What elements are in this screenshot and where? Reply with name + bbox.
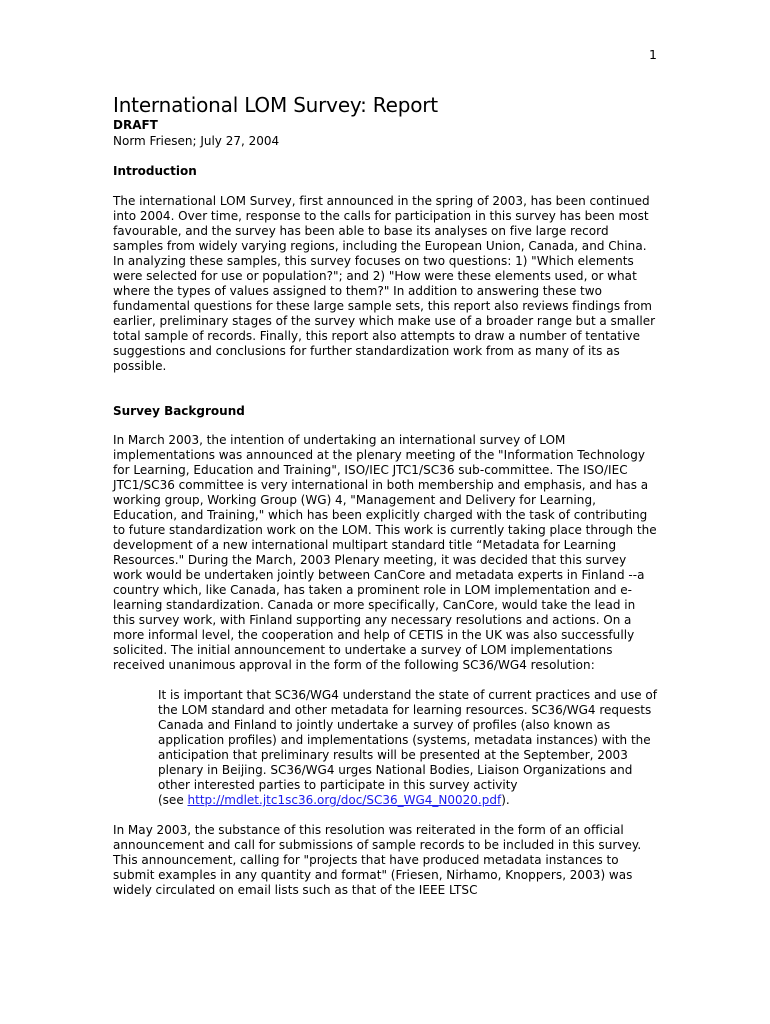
resolution-document-link[interactable]: http://mdlet.jtc1sc36.org/doc/SC36_WG4_N0020.pdf [187, 793, 502, 807]
draft-label: DRAFT [113, 118, 158, 132]
quote-ref-prefix: (see [158, 793, 188, 807]
resolution-quote [158, 688, 658, 808]
document-title: International LOM Survey: Report [113, 93, 438, 117]
background-paragraph-1: In March 2003, the intention of undertaking an international survey of LOM implementations was announced at the plenary meeting of the "Information Technology for Learning, Education and Training", ISO/IEC JTC1/SC36 sub-committee. The ISO/IEC JTC1/SC36 committee is very international in both membership and emphasis, and has a working group, Working Group (WG) 4, "Management and Delivery for Learning, Education, and Training," which has been explicitly charged with the task of contributing to future standardization work on the LOM. This work is currently taking place through the development of a new international multipart standard title “Metadata for Learning Resources." During the March, 2003 Plenary meeting, it was decided that this survey work would be undertaken jointly between CanCore and metadata experts in Finland --a country which, like Canada, has taken a prominent role in LOM implementation and e-learning standardization. Canada or more specifically, CanCore, would take the lead in this survey work, with Finland supporting any necessary resolutions and actions. On a more informal level, the cooperation and help of CETIS in the UK was also successfully solicited. The initial announcement to undertake a survey of LOM implementations received unanimous approval in the form of the following SC36/WG4 resolution: [113, 433, 657, 672]
document-body [113, 92, 658, 898]
introduction-heading: Introduction [113, 164, 197, 178]
survey-background-heading: Survey Background [113, 404, 245, 418]
page-number: 1 [649, 47, 657, 62]
introduction-paragraph: The international LOM Survey, first announced in the spring of 2003, has been continued into 2004. Over time, response to the calls for participation in this survey has been most favourable, and the survey has been able to base its analyses on five large record samples from widely varying regions, including the European Union, Canada, and China. In analyzing these samples, this survey focuses on two questions: 1) "Which elements were selected for use or population?"; and 2) "How were these elements used, or what where the types of values assigned to them?" In addition to answering these two fundamental questions for these large sample sets, this report also reviews findings from earlier, preliminary stages of the survey which make use of a broader range but a smaller total sample of records. Finally, this report also attempts to draw a number of tentative suggestions and conclusions for further standardization work from as many of its as possible. [113, 194, 656, 373]
author-date-byline: Norm Friesen; July 27, 2004 [113, 134, 280, 148]
quote-ref-suffix: ). [501, 793, 510, 807]
resolution-quote-text: It is important that SC36/WG4 understand the state of current practices and use of the LOM standard and other metadata for learning resources. SC36/WG4 requests Canada and Finland to jointly undertake a survey of profiles (also known as application profiles) and implementations (systems, metadata instances) with the anticipation that preliminary results will be presented at the September, 2003 plenary in Beijing. SC36/WG4 urges National Bodies, Liaison Organizations and other interested parties to participate in this survey activity [158, 688, 657, 792]
background-paragraph-2: In May 2003, the substance of this resolution was reiterated in the form of an official announcement and call for submissions of sample records to be included in this survey. This announcement, calling for "projects that have produced metadata instances to submit examples in any quantity and format" (Friesen, Nirhamo, Knoppers, 2003) was widely circulated on email lists such as that of the IEEE LTSC [113, 823, 642, 897]
